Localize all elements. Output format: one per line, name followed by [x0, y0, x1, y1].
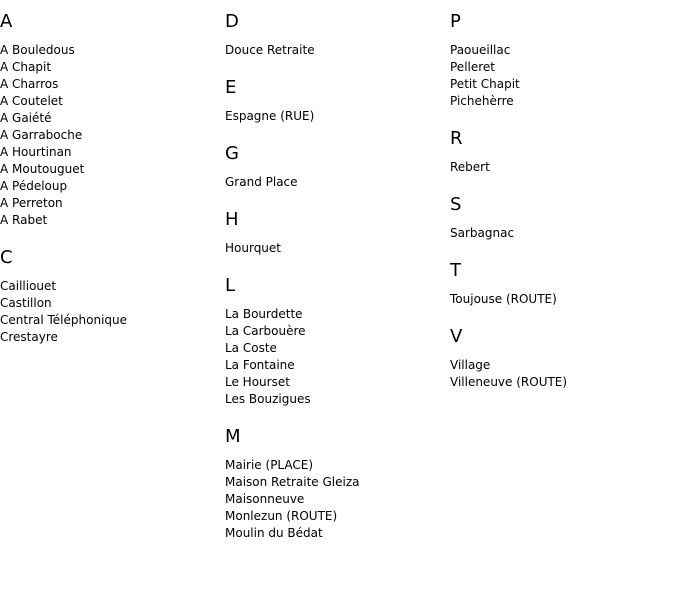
street-link[interactable]: Castillon: [0, 296, 52, 310]
street-link[interactable]: A Chapit: [0, 60, 52, 74]
street-link[interactable]: A Charros: [0, 77, 59, 91]
letter-group-g: [225, 142, 445, 191]
street-list-item: [225, 474, 445, 491]
street-link[interactable]: La Fontaine: [225, 358, 295, 372]
street-link[interactable]: Mairie (PLACE): [225, 458, 314, 472]
letter-heading: H: [225, 209, 239, 230]
street-link[interactable]: Crestayre: [0, 330, 58, 344]
street-list-item: [450, 42, 670, 59]
street-list-item: [450, 159, 670, 176]
street-list-item: [0, 278, 220, 295]
street-link[interactable]: Central Téléphonique: [0, 313, 128, 327]
street-list-item: [225, 340, 445, 357]
street-list-item: [450, 374, 670, 391]
street-link[interactable]: A Perreton: [0, 196, 63, 210]
street-list-item: [225, 174, 445, 191]
letter-group-h: [225, 208, 445, 257]
letter-group-c: [0, 246, 220, 346]
letter-group-l: [225, 274, 445, 408]
street-link[interactable]: Toujouse (ROUTE): [450, 292, 557, 306]
letter-group-e: [225, 76, 445, 125]
street-list: [225, 108, 445, 125]
street-link[interactable]: Cailliouet: [0, 279, 57, 293]
street-link[interactable]: Village: [450, 358, 491, 372]
letter-group-a: [0, 10, 220, 229]
street-list-item: [450, 93, 670, 110]
street-link[interactable]: Villeneuve (ROUTE): [450, 375, 568, 389]
street-list-item: [450, 59, 670, 76]
street-list: [450, 159, 670, 176]
street-list-item: [225, 108, 445, 125]
street-link[interactable]: La Carbouère: [225, 324, 306, 338]
street-list-item: [0, 59, 220, 76]
street-list-item: [225, 374, 445, 391]
letter-heading: G: [225, 143, 239, 164]
street-list-item: [450, 357, 670, 374]
letter-heading: E: [225, 77, 237, 98]
street-list: [0, 278, 220, 346]
street-list-item: [225, 306, 445, 323]
letter-heading: M: [225, 426, 241, 447]
street-list: [450, 357, 670, 391]
street-link[interactable]: La Bourdette: [225, 307, 303, 321]
street-list-item: [0, 161, 220, 178]
index-column-1: [0, 10, 220, 363]
street-list-item: [225, 391, 445, 408]
letter-heading: R: [450, 128, 463, 149]
letter-heading: P: [450, 11, 461, 32]
street-link[interactable]: A Hourtinan: [0, 145, 72, 159]
street-list-item: [225, 508, 445, 525]
street-list-item: [450, 291, 670, 308]
street-list-item: [225, 42, 445, 59]
street-list: [225, 240, 445, 257]
street-list-item: [450, 76, 670, 93]
street-list: [225, 174, 445, 191]
letter-group-t: [450, 259, 670, 308]
street-link[interactable]: Hourquet: [225, 241, 282, 255]
street-list-item: [0, 195, 220, 212]
street-link[interactable]: Les Bouzigues: [225, 392, 311, 406]
letter-group-s: [450, 193, 670, 242]
street-list-item: [0, 76, 220, 93]
letter-group-r: [450, 127, 670, 176]
street-list: [450, 291, 670, 308]
street-list-item: [225, 357, 445, 374]
street-list-item: [0, 312, 220, 329]
street-list-item: [0, 42, 220, 59]
letter-heading: L: [225, 275, 236, 296]
street-link[interactable]: Moulin du Bédat: [225, 526, 323, 540]
index-column-3: [450, 10, 670, 408]
letter-group-v: [450, 325, 670, 391]
letter-group-d: [225, 10, 445, 59]
street-list-item: [0, 329, 220, 346]
street-link[interactable]: Rebert: [450, 160, 490, 174]
street-link[interactable]: A Bouledous: [0, 43, 75, 57]
street-list: [0, 42, 220, 229]
street-link[interactable]: A Garraboche: [0, 128, 83, 142]
street-link[interactable]: Pichehèrre: [450, 94, 514, 108]
street-link[interactable]: Grand Place: [225, 175, 298, 189]
street-list-item: [0, 110, 220, 127]
street-list-item: [0, 178, 220, 195]
letter-heading: S: [450, 194, 462, 215]
street-link[interactable]: La Coste: [225, 341, 277, 355]
street-link[interactable]: A Moutouguet: [0, 162, 85, 176]
street-list-item: [0, 144, 220, 161]
street-link[interactable]: A Gaiété: [0, 111, 52, 125]
street-list: [225, 306, 445, 408]
street-link[interactable]: Sarbagnac: [450, 226, 515, 240]
index-column-2: [225, 10, 445, 559]
street-list-item: [0, 93, 220, 110]
street-link[interactable]: Pelleret: [450, 60, 495, 74]
street-list-item: [225, 323, 445, 340]
street-link[interactable]: Monlezun (ROUTE): [225, 509, 338, 523]
street-link[interactable]: Le Hourset: [225, 375, 290, 389]
street-list-item: [450, 225, 670, 242]
street-list: [450, 225, 670, 242]
letter-heading: A: [0, 11, 13, 32]
street-list-item: [225, 240, 445, 257]
letter-group-m: [225, 425, 445, 542]
street-link[interactable]: A Rabet: [0, 213, 48, 227]
street-link[interactable]: Petit Chapit: [450, 77, 520, 91]
street-list-item: [0, 212, 220, 229]
street-link[interactable]: Espagne (RUE): [225, 109, 315, 123]
street-link[interactable]: Maisonneuve: [225, 492, 305, 506]
street-link[interactable]: Maison Retraite Gleiza: [225, 475, 360, 489]
street-link[interactable]: Paoueillac: [450, 43, 511, 57]
street-link[interactable]: A Pédeloup: [0, 179, 68, 193]
street-list-item: [225, 525, 445, 542]
street-link[interactable]: A Coutelet: [0, 94, 63, 108]
street-link[interactable]: Douce Retraite: [225, 43, 315, 57]
letter-heading: V: [450, 326, 463, 347]
street-list: [225, 42, 445, 59]
letter-group-p: [450, 10, 670, 110]
street-list-item: [0, 295, 220, 312]
street-list-item: [0, 127, 220, 144]
letter-heading: C: [0, 247, 13, 268]
street-list-item: [225, 491, 445, 508]
street-list: [450, 42, 670, 110]
street-list: [225, 457, 445, 542]
street-list-item: [225, 457, 445, 474]
letter-heading: T: [450, 260, 461, 281]
letter-heading: D: [225, 11, 239, 32]
